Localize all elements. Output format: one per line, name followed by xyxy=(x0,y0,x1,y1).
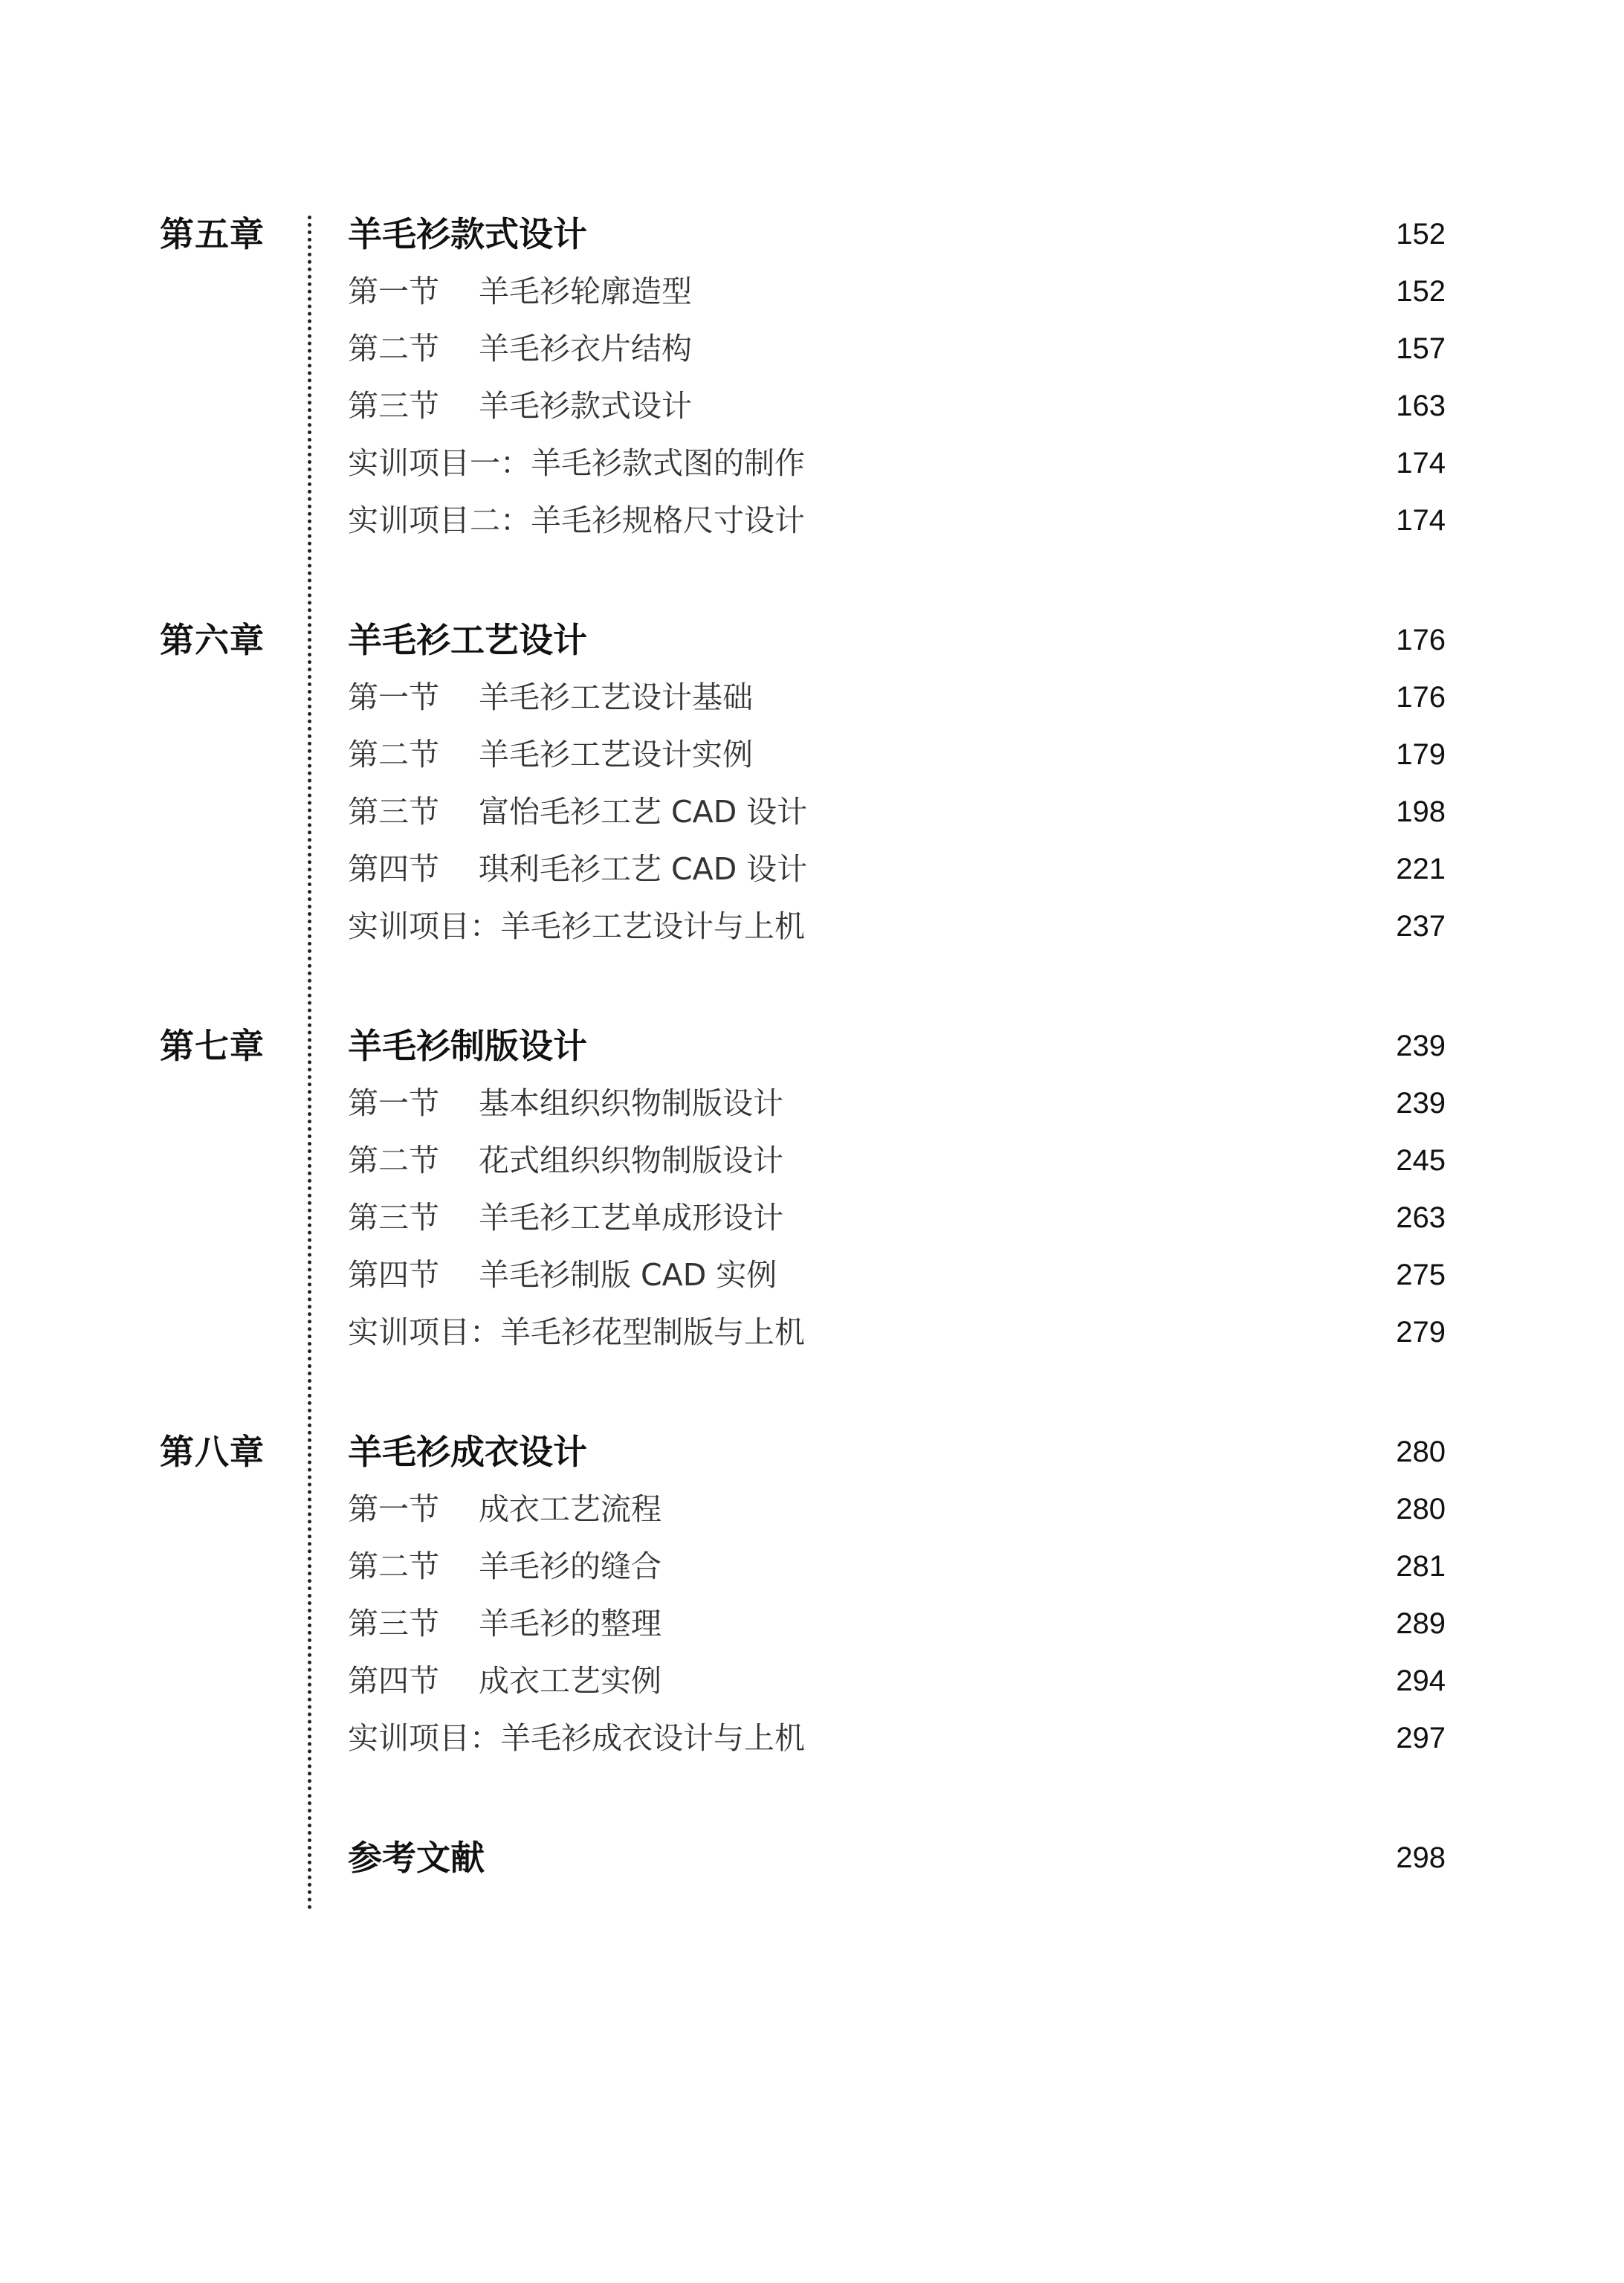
chapter-label: 第六章 xyxy=(160,620,265,660)
section-title: 琪利毛衫工艺 CAD 设计 xyxy=(479,851,808,887)
toc-entry[interactable] xyxy=(0,729,1624,781)
section-number: 第三节 xyxy=(348,1606,439,1641)
page-number: 239 xyxy=(1396,1030,1446,1062)
section-number: 第二节 xyxy=(348,1549,439,1584)
page-number: 176 xyxy=(1396,681,1446,714)
chapter-title: 羊毛衫制版设计 xyxy=(348,1026,587,1066)
page-number: 281 xyxy=(1396,1550,1446,1583)
toc-entry[interactable] xyxy=(0,1192,1624,1244)
toc-entry[interactable] xyxy=(0,786,1624,838)
section-title: 成衣工艺流程 xyxy=(479,1491,661,1527)
section-title: 羊毛衫工艺设计基础 xyxy=(479,679,753,715)
chapter-heading[interactable] xyxy=(0,208,1624,260)
toc-entry[interactable] xyxy=(0,900,1624,952)
toc-entry[interactable] xyxy=(0,1134,1624,1186)
chapter-heading[interactable] xyxy=(0,614,1624,666)
section-title: 实训项目：羊毛衫花型制版与上机 xyxy=(348,1314,805,1350)
section-title: 实训项目：羊毛衫工艺设计与上机 xyxy=(348,908,805,944)
section-number: 第一节 xyxy=(348,1085,439,1121)
section-number: 第一节 xyxy=(348,274,439,309)
toc-entry[interactable] xyxy=(0,1540,1624,1592)
toc-entry[interactable] xyxy=(0,1655,1624,1707)
page-number: 152 xyxy=(1396,218,1446,251)
section-title: 羊毛衫工艺设计实例 xyxy=(479,737,753,772)
toc-entry[interactable] xyxy=(0,1249,1624,1301)
section-title: 花式组织织物制版设计 xyxy=(479,1143,783,1178)
toc-entry[interactable] xyxy=(0,1077,1624,1129)
toc-entry[interactable] xyxy=(0,323,1624,375)
section-number: 第一节 xyxy=(348,1491,439,1527)
chapter-title: 羊毛衫工艺设计 xyxy=(348,620,587,660)
page-number: 179 xyxy=(1396,738,1446,771)
page-number: 279 xyxy=(1396,1316,1446,1349)
references-title: 参考文献 xyxy=(348,1838,485,1878)
page-number: 176 xyxy=(1396,624,1446,656)
page-number: 198 xyxy=(1396,795,1446,828)
toc-entry[interactable] xyxy=(0,265,1624,317)
section-title: 富怡毛衫工艺 CAD 设计 xyxy=(479,794,808,830)
toc-entry[interactable] xyxy=(0,380,1624,432)
references-heading[interactable] xyxy=(0,1832,1624,1884)
section-title: 羊毛衫的整理 xyxy=(479,1606,661,1641)
page-number: 297 xyxy=(1396,1722,1446,1754)
section-number: 第一节 xyxy=(348,679,439,715)
page-number: 174 xyxy=(1396,447,1446,479)
section-title: 羊毛衫制版 CAD 实例 xyxy=(479,1257,777,1293)
chapter-title: 羊毛衫成衣设计 xyxy=(348,1432,587,1472)
section-number: 第三节 xyxy=(348,1200,439,1236)
section-title: 羊毛衫工艺单成形设计 xyxy=(479,1200,783,1236)
toc-entry[interactable] xyxy=(0,843,1624,895)
page-number: 280 xyxy=(1396,1493,1446,1525)
page-number: 275 xyxy=(1396,1259,1446,1291)
section-title: 羊毛衫的缝合 xyxy=(479,1549,661,1584)
toc-entry[interactable] xyxy=(0,437,1624,489)
section-number: 第三节 xyxy=(348,794,439,830)
page-number: 280 xyxy=(1396,1436,1446,1468)
toc-entry[interactable] xyxy=(0,1712,1624,1764)
page-number: 237 xyxy=(1396,910,1446,943)
page-number: 239 xyxy=(1396,1087,1446,1120)
section-number: 第二节 xyxy=(348,1143,439,1178)
chapter-label: 第八章 xyxy=(160,1432,265,1472)
section-number: 第三节 xyxy=(348,388,439,424)
chapter-heading[interactable] xyxy=(0,1426,1624,1478)
toc-entry[interactable] xyxy=(0,1598,1624,1650)
page-number: 294 xyxy=(1396,1664,1446,1697)
toc-entry[interactable] xyxy=(0,1483,1624,1535)
section-title: 实训项目一：羊毛衫款式图的制作 xyxy=(348,445,805,481)
section-title: 羊毛衫款式设计 xyxy=(479,388,692,424)
page-number: 174 xyxy=(1396,504,1446,537)
page-number: 263 xyxy=(1396,1201,1446,1234)
page-number: 157 xyxy=(1396,332,1446,365)
section-title: 羊毛衫轮廓造型 xyxy=(479,274,692,309)
page-number: 163 xyxy=(1396,390,1446,422)
page-number: 221 xyxy=(1396,853,1446,885)
section-number: 第二节 xyxy=(348,331,439,366)
chapter-label: 第五章 xyxy=(160,214,265,254)
section-number: 第四节 xyxy=(348,1257,439,1293)
section-number: 第二节 xyxy=(348,737,439,772)
page-number: 289 xyxy=(1396,1607,1446,1640)
page-number: 152 xyxy=(1396,275,1446,308)
chapter-heading[interactable] xyxy=(0,1020,1624,1072)
section-title: 实训项目：羊毛衫成衣设计与上机 xyxy=(348,1720,805,1756)
toc-entry[interactable] xyxy=(0,1306,1624,1358)
section-number: 第四节 xyxy=(348,1663,439,1699)
section-number: 第四节 xyxy=(348,851,439,887)
toc-entry[interactable] xyxy=(0,494,1624,546)
chapter-label: 第七章 xyxy=(160,1026,265,1066)
section-title: 实训项目二：羊毛衫规格尺寸设计 xyxy=(348,503,805,538)
section-title: 基本组织织物制版设计 xyxy=(479,1085,783,1121)
chapter-title: 羊毛衫款式设计 xyxy=(348,214,587,254)
page-number: 245 xyxy=(1396,1144,1446,1177)
toc-entry[interactable] xyxy=(0,671,1624,723)
section-title: 羊毛衫衣片结构 xyxy=(479,331,692,366)
section-title: 成衣工艺实例 xyxy=(479,1663,661,1699)
page-number: 298 xyxy=(1396,1841,1446,1874)
